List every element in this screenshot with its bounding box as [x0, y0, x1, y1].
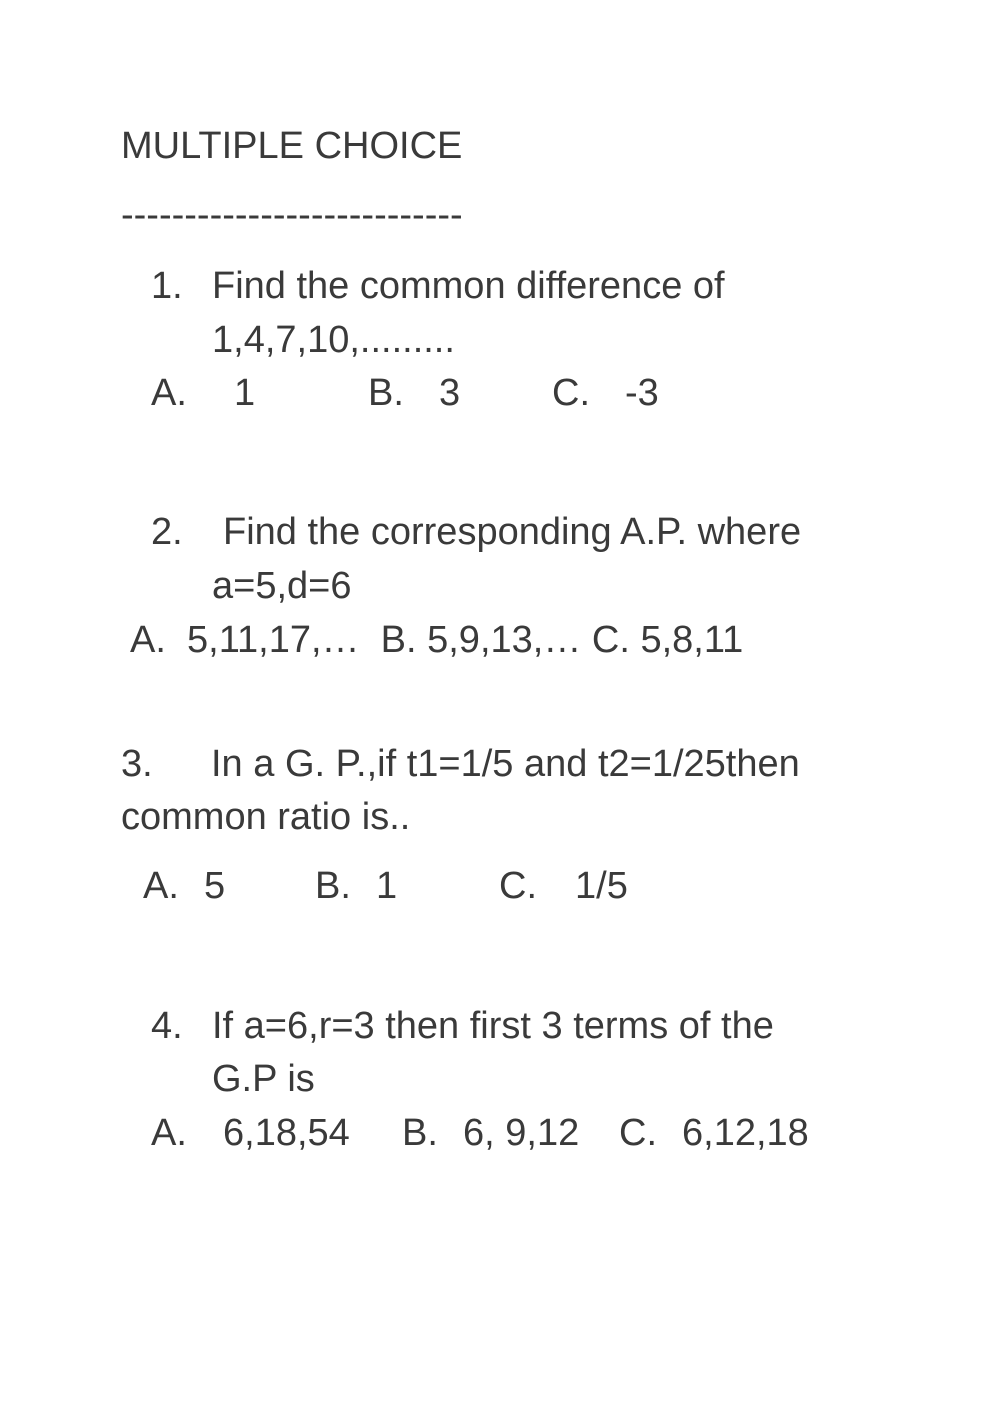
- option-a-letter: A.: [151, 1112, 187, 1154]
- question-text-line-1: Find the common difference of: [212, 265, 725, 307]
- options-line: A. 5,11,17,… B. 5,9,13,… C. 5,8,11: [130, 619, 744, 661]
- option-a-letter: A.: [151, 372, 187, 414]
- divider-line: ---------------------------: [121, 194, 463, 236]
- option-c-value: -3: [625, 372, 659, 414]
- question-text-line-2: G.P is: [212, 1058, 315, 1100]
- page-title: MULTIPLE CHOICE: [121, 125, 463, 167]
- question-text-line-1: Find the corresponding A.P. where: [223, 511, 802, 553]
- option-c-letter: C.: [499, 865, 537, 907]
- question-text-line-2: 1,4,7,10,.........: [212, 319, 455, 361]
- option-b-value: 3: [439, 372, 461, 414]
- question-text-line-1: If a=6,r=3 then first 3 terms of the: [212, 1005, 774, 1047]
- question-number: 2.: [151, 511, 183, 553]
- option-c-letter: C.: [552, 372, 590, 414]
- question-text-line-2: a=5,d=6: [212, 565, 352, 607]
- option-b-letter: B.: [402, 1112, 438, 1154]
- option-b-letter: B.: [315, 865, 351, 907]
- option-a-value: 1: [234, 372, 256, 414]
- question-text-line-2: common ratio is..: [121, 796, 411, 838]
- option-c-value: 1/5: [575, 865, 628, 907]
- question-number: 4.: [151, 1005, 183, 1047]
- option-b-value: 6, 9,12: [463, 1112, 580, 1154]
- option-b-letter: B.: [368, 372, 404, 414]
- option-a-letter: A.: [143, 865, 179, 907]
- option-b-value: 1: [376, 865, 398, 907]
- option-c-letter: C.: [619, 1112, 657, 1154]
- option-a-value: 6,18,54: [223, 1112, 350, 1154]
- option-a-value: 5: [204, 865, 226, 907]
- question-text-line-1: In a G. P.,if t1=1/5 and t2=1/25then: [211, 743, 800, 785]
- question-number: 1.: [151, 265, 183, 307]
- option-c-value: 6,12,18: [682, 1112, 809, 1154]
- question-number: 3.: [121, 743, 153, 785]
